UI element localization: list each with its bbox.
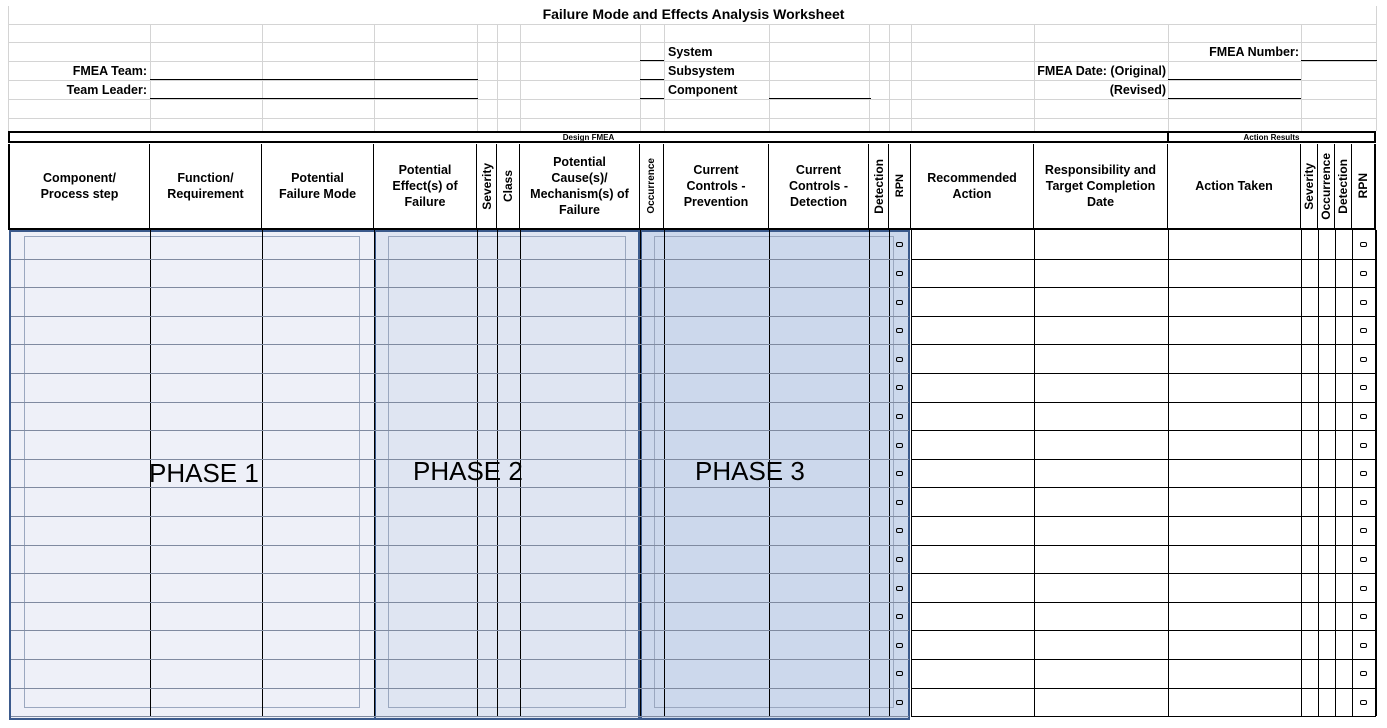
- rpn-value: [896, 643, 903, 648]
- col-header-detection: Detection: [869, 144, 889, 230]
- system-label: System: [668, 45, 713, 59]
- col-header-occurrence: Occurrence: [640, 144, 664, 230]
- col-header-causes: Potential Cause(s)/ Mechanism(s) of Failure: [520, 144, 640, 230]
- col-header-function: Function/ Requirement: [150, 144, 262, 230]
- col-header-detection-controls: Current Controls - Detection: [769, 144, 869, 230]
- col-header-component: Component/ Process step: [8, 144, 150, 230]
- component-field[interactable]: [769, 98, 871, 99]
- rpn-value: [896, 557, 903, 562]
- phase-3-label: PHASE 3: [695, 456, 805, 486]
- col-header-action-taken: Action Taken: [1168, 144, 1301, 230]
- rpn-value: [896, 242, 903, 247]
- fmea-date-original-field[interactable]: [1168, 79, 1301, 80]
- result-rpn-value: [1360, 242, 1367, 247]
- team-leader-label: Team Leader:: [66, 83, 147, 97]
- fmea-number-label: FMEA Number:: [1209, 45, 1299, 59]
- rpn-value: [896, 300, 903, 305]
- worksheet-title: Failure Mode and Effects Analysis Worksheet: [542, 6, 845, 22]
- action-results-band: Action Results: [1167, 131, 1376, 143]
- rpn-value: [896, 671, 903, 676]
- col-header-res-detection: Detection: [1335, 144, 1352, 230]
- rpn-value: [896, 357, 903, 362]
- team-leader-field[interactable]: [150, 98, 478, 99]
- rpn-value: [896, 443, 903, 448]
- fmea-team-field[interactable]: [150, 79, 478, 80]
- col-header-responsibility: Responsibility and Target Completion Date: [1034, 144, 1168, 230]
- col-header-class: Class: [497, 144, 520, 230]
- col-header-recommended: Recommended Action: [911, 144, 1034, 230]
- result-rpn-value: [1360, 586, 1367, 591]
- col-header-effects: Potential Effect(s) of Failure: [374, 144, 477, 230]
- rpn-value: [896, 614, 903, 619]
- fmea-team-label: FMEA Team:: [72, 64, 147, 78]
- result-rpn-value: [1360, 643, 1367, 648]
- rpn-value: [896, 700, 903, 705]
- result-rpn-value: [1360, 671, 1367, 676]
- component-label: Component: [668, 83, 738, 97]
- result-rpn-value: [1360, 471, 1367, 476]
- col-header-prevention: Current Controls - Prevention: [664, 144, 769, 230]
- result-rpn-value: [1360, 385, 1367, 390]
- result-rpn-value: [1360, 528, 1367, 533]
- fmea-date-revised-label: (Revised): [1109, 83, 1166, 97]
- rpn-value: [896, 271, 903, 276]
- col-header-rpn: RPN: [889, 144, 911, 230]
- design-fmea-band: Design FMEA: [8, 131, 1169, 143]
- result-rpn-value: [1360, 557, 1367, 562]
- rpn-value: [896, 328, 903, 333]
- phase-1-label: PHASE 1: [149, 458, 259, 488]
- rpn-value: [896, 385, 903, 390]
- result-rpn-value: [1360, 443, 1367, 448]
- rpn-value: [896, 528, 903, 533]
- fmea-date-label: FMEA Date: (Original): [1037, 64, 1166, 78]
- col-header-res-occurrence: Occurrence: [1318, 144, 1335, 230]
- result-rpn-value: [1360, 357, 1367, 362]
- rpn-value: [896, 586, 903, 591]
- rpn-value: [896, 414, 903, 419]
- col-header-severity: Severity: [477, 144, 497, 230]
- col-header-failure-mode: Potential Failure Mode: [262, 144, 374, 230]
- subsystem-label: Subsystem: [668, 64, 735, 78]
- col-header-res-rpn: RPN: [1352, 144, 1376, 230]
- result-rpn-value: [1360, 614, 1367, 619]
- col-header-res-severity: Severity: [1301, 144, 1318, 230]
- rpn-value: [896, 471, 903, 476]
- phase-2-label: PHASE 2: [413, 456, 523, 486]
- result-rpn-value: [1360, 300, 1367, 305]
- result-rpn-value: [1360, 500, 1367, 505]
- fmea-date-revised-field[interactable]: [1168, 98, 1301, 99]
- result-rpn-value: [1360, 271, 1367, 276]
- result-rpn-value: [1360, 700, 1367, 705]
- rpn-value: [896, 500, 903, 505]
- fmea-number-field[interactable]: [1301, 60, 1377, 61]
- result-rpn-value: [1360, 414, 1367, 419]
- result-rpn-value: [1360, 328, 1367, 333]
